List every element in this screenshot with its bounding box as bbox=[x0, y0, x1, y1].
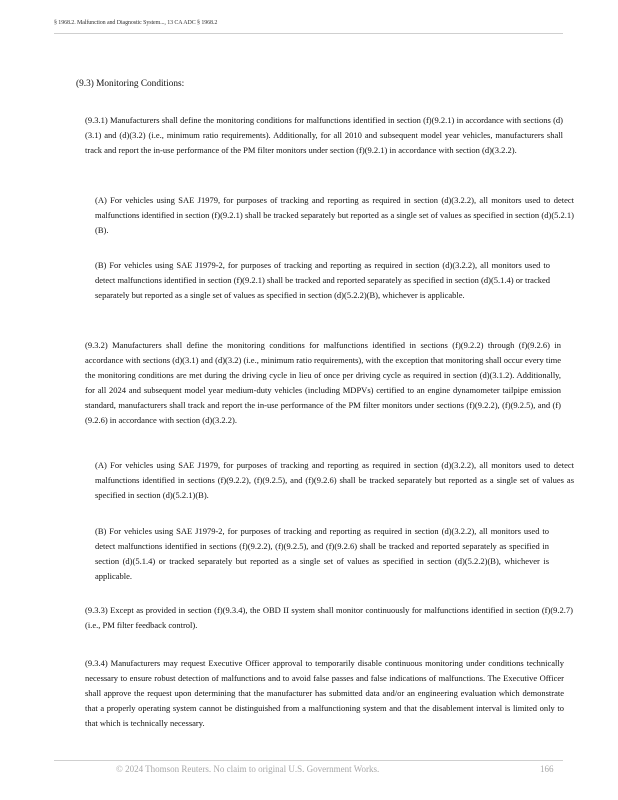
paragraph-9-3-4: (9.3.4) Manufacturers may request Executive Officer approval to temporarily disable continuous monitoring under conditions technically necessary to ensure robust detection of malfunctions and to avoid false passes and false indications of malfunctions. The Executive Officer shall approve the request upon determining that the manufacturer has submitted data and/or an engineering evaluation which demonstrate that a properly operating system cannot be distinguished from a malfunctioning system and that the disablement interval is limited only to that which is technically necessary. bbox=[85, 658, 564, 728]
section-heading: (9.3) Monitoring Conditions: bbox=[76, 79, 185, 89]
running-header: § 1968.2. Malfunction and Diagnostic System..., 13 CA ADC § 1968.2 bbox=[54, 20, 218, 26]
paragraph-9-3-2: (9.3.2) Manufacturers shall define the monitoring conditions for malfunctions identified in sections (f)(9.2.2) through (f)(9.2.6) in accordance with sections (d)(3.1) and (d)(3.2) (i.e., minimum ratio requirements), with the exception that monitoring shall occur every time the monitoring conditions are met during the driving cycle in lieu of once per driving cycle as required in section (d)(3.1.2). Additionally, for all 2024 and subsequent model year medium-duty vehicles (including MDPVs) certified to an engine dynamometer tailpipe emission standard, manufacturers shall track and report the in-use performance of the PM filter monitors under sections (f)(9.2.2), (f)(9.2.5), and (f)(9.2.6) in accordance with section (d)(3.2.2). bbox=[85, 340, 561, 425]
paragraph-9-3-1: (9.3.1) Manufacturers shall define the monitoring conditions for malfunctions identified in section (f)(9.2.1) in accordance with sections (d)(3.1) and (d)(3.2) (i.e., minimum ratio requirements). Additionally, for all 2010 and subsequent model year vehicles, manufacturers shall track and report the in-use performance of the PM filter monitors under section (f)(9.2.1) in accordance with section (d)(3.2.2). bbox=[85, 115, 563, 155]
footer-copyright: © 2024 Thomson Reuters. No claim to original U.S. Government Works. bbox=[116, 764, 380, 774]
paragraph-9-3-3: (9.3.3) Except as provided in section (f)(9.3.4), the OBD II system shall monitor continuously for malfunctions identified in section (f)(9.2.7) (i.e., PM filter feedback control). bbox=[85, 605, 573, 630]
paragraph-9-3-2-b: (B) For vehicles using SAE J1979-2, for purposes of tracking and reporting as required in section (d)(3.2.2), all monitors used to detect malfunctions identified in sections (f)(9.2.2), (f)(9.2.5), and (f)(9.2.6) shall be tracked and reported separately as specified in section (d)(5.1.4) or tracked separately but reported as a single set of values as specified in section (d)(5.2.2)(B), whichever is applicable. bbox=[95, 526, 549, 581]
header-divider bbox=[54, 33, 563, 34]
paragraph-9-3-2-a: (A) For vehicles using SAE J1979, for purposes of tracking and reporting as required in section (d)(3.2.2), all monitors used to detect malfunctions identified in sections (f)(9.2.2), (f)(9.2.5), and (f)(9.2.6) shall be tracked separately but reported as a single set of values as specified in section (d)(5.2.1)(B). bbox=[95, 460, 574, 500]
page-number: 166 bbox=[540, 764, 554, 774]
paragraph-9-3-1-b: (B) For vehicles using SAE J1979-2, for purposes of tracking and reporting as required in section (d)(3.2.2), all monitors used to detect malfunctions identified in section (f)(9.2.1) shall be tracked and reported separately as specified in section (d)(5.1.4) or tracked separately but reported as a single set of values as specified in section (d)(5.2.2)(B), whichever is applicable. bbox=[95, 260, 550, 300]
paragraph-9-3-1-a: (A) For vehicles using SAE J1979, for purposes of tracking and reporting as required in section (d)(3.2.2), all monitors used to detect malfunctions identified in section (f)(9.2.1) shall be tracked separately but reported as a single set of values as specified in section (d)(5.2.1)(B). bbox=[95, 195, 574, 235]
footer-divider bbox=[54, 760, 563, 761]
